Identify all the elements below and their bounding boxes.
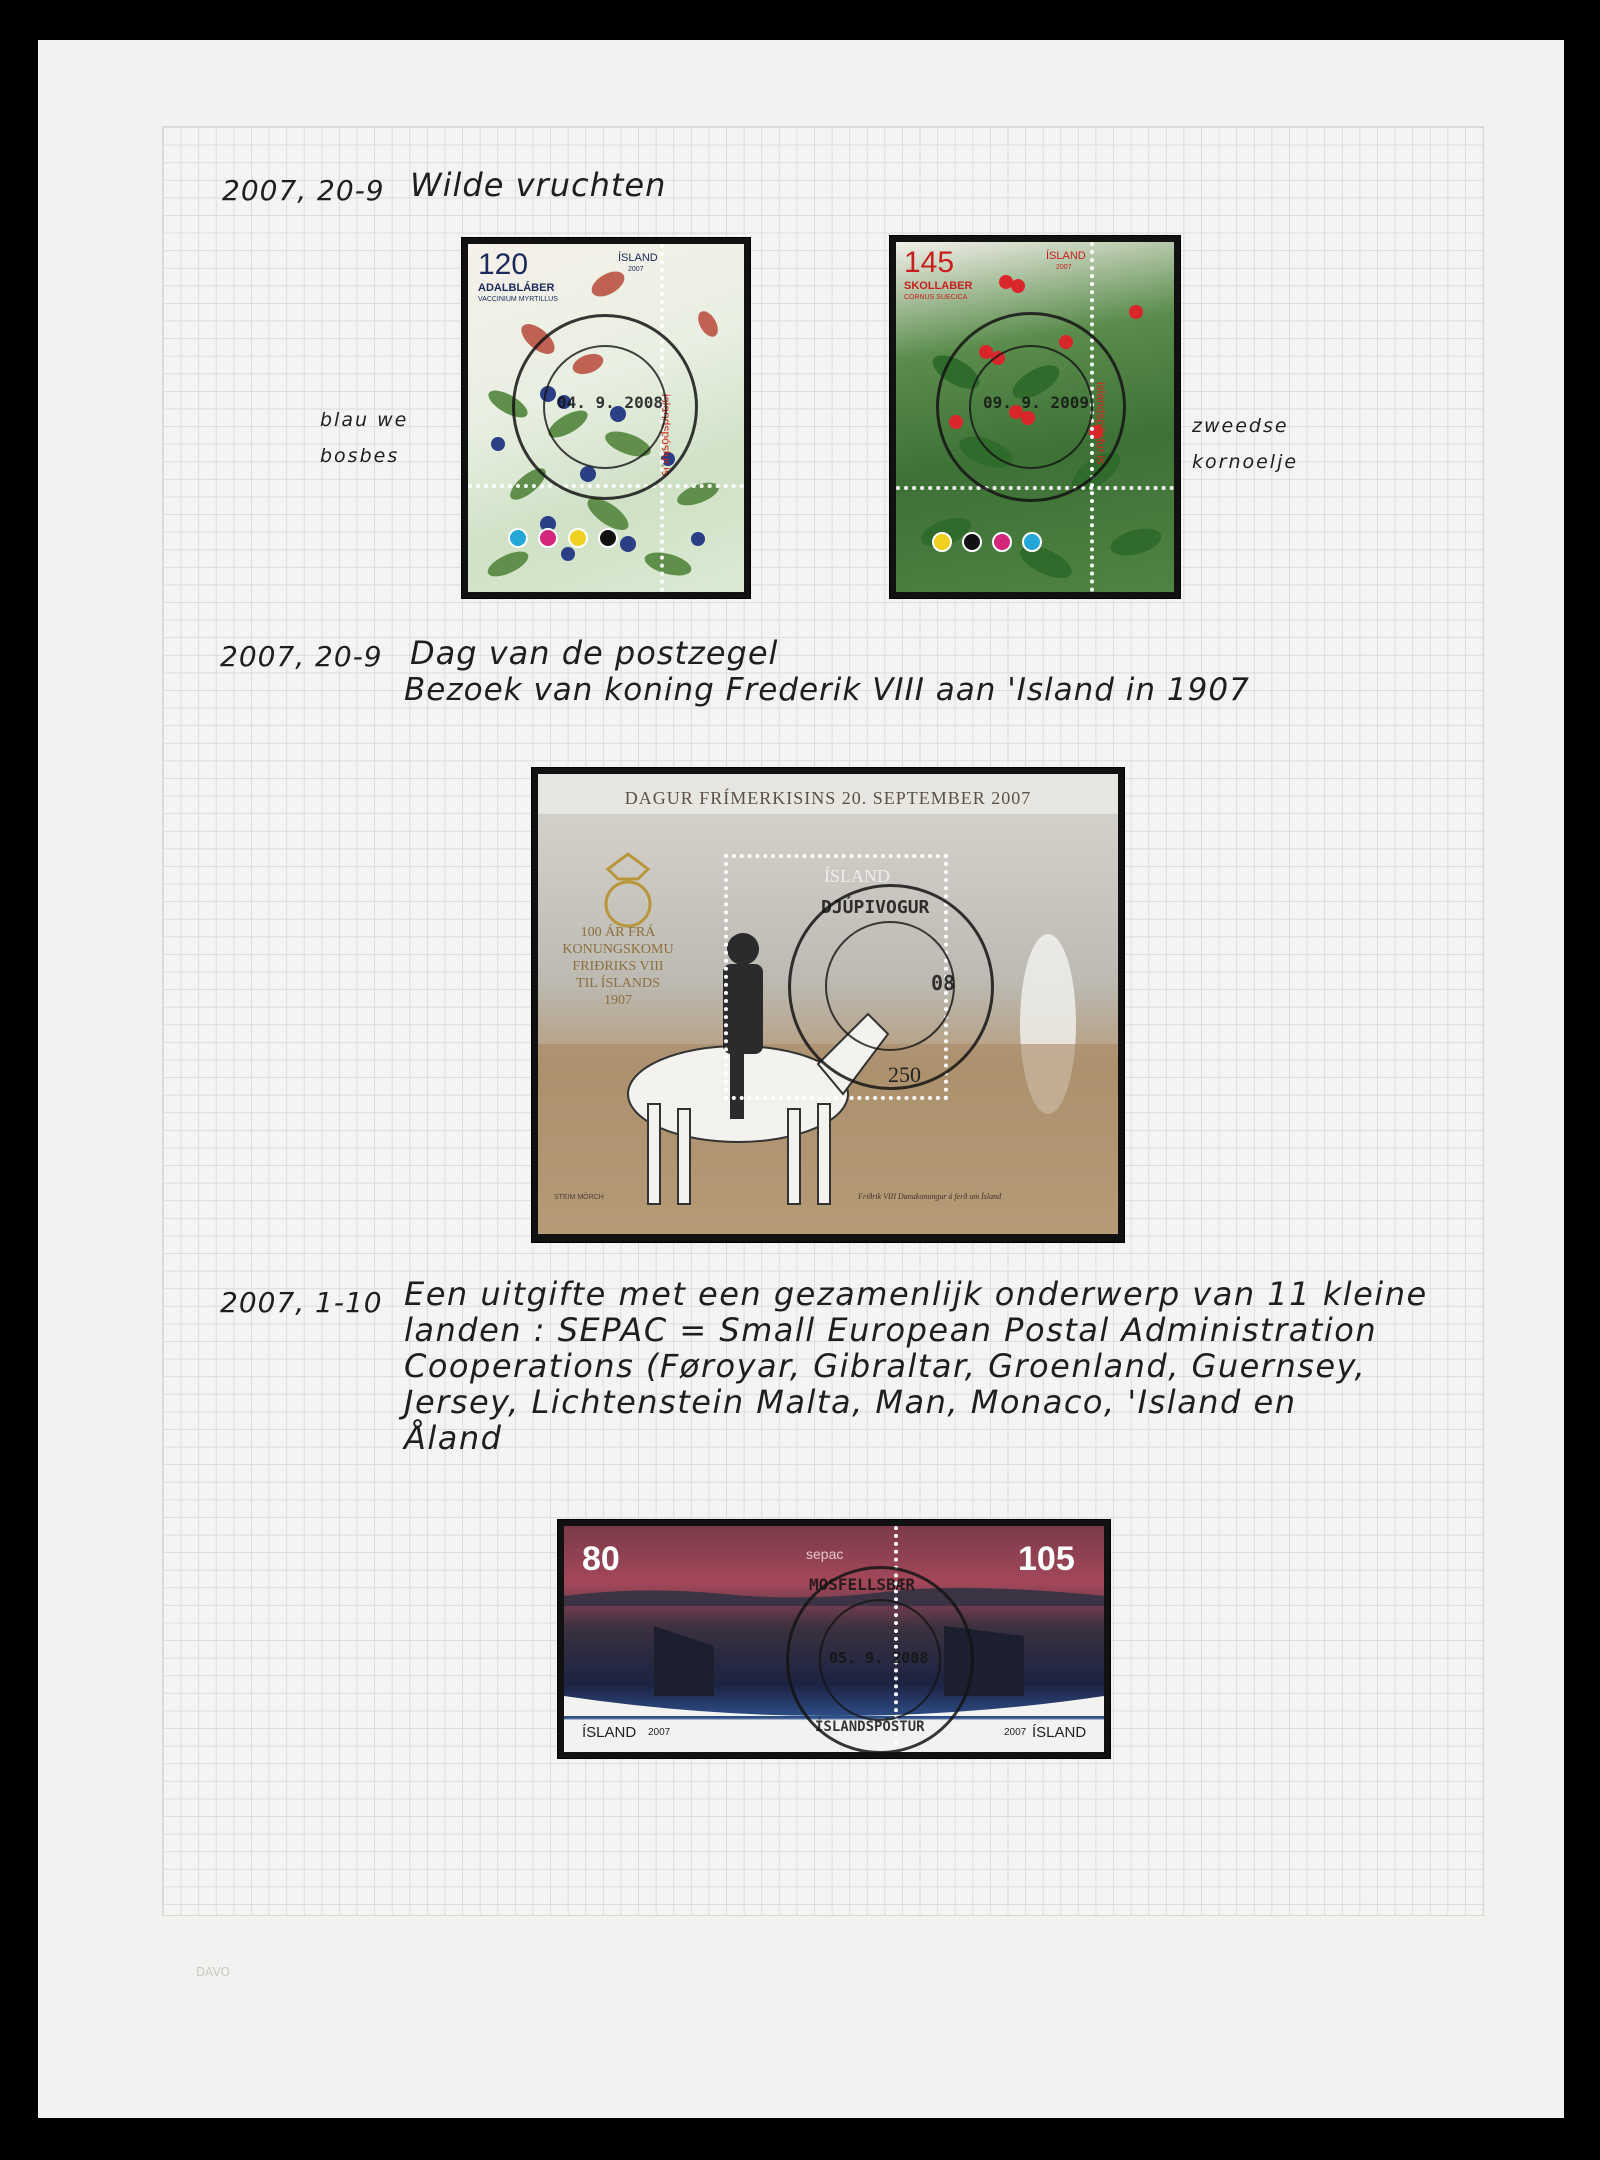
stamp-blueberry — [468, 244, 744, 592]
section3-date: 2007, 1-10 — [220, 1286, 383, 1319]
stamp-cornel-country: ÍSLAND — [1046, 250, 1086, 262]
sepac-year-left: 2007 — [648, 1727, 671, 1738]
section1-note-right: zweedse kornoelje — [1192, 415, 1299, 473]
postmark-date: 05. 9. 2008 — [829, 1649, 929, 1667]
section1-note-left: blau we bosbes — [320, 409, 409, 467]
section3-text: Een uitgifte met een gezamenlijk onderwerp van 11 kleine landen : SEPAC = Small European Postal Administration Cooperations (Føroyar, Gibraltar, Groenland, Guernsey, Jersey, Lichtenstein Malta, Man, Monaco, 'Island en Åland — [404, 1275, 1428, 1457]
album-page — [38, 40, 1564, 2118]
section2-title: Dag van de postzegel — [410, 634, 779, 672]
stamp-cornel-value: 145 — [904, 246, 955, 279]
souvenir-sheet — [538, 774, 1118, 1234]
registration-dot-cyan — [508, 528, 528, 548]
footer-mark: DAVO — [196, 1965, 230, 1979]
postmark-place: MOSFELLSBÆR — [809, 1575, 915, 1594]
sepac-stamp-pair — [564, 1526, 1104, 1752]
sepac-pair-mount — [558, 1520, 1110, 1758]
stamp-mount-blueberry — [462, 238, 750, 598]
registration-dot-magenta — [538, 528, 558, 548]
souvenir-sheet-value: 250 — [888, 1062, 921, 1087]
souvenir-sheet-left-text: 100 ÁR FRÁ KONUNGSKOMU FRIÐRIKS VIII TIL ÍSLANDS 1907 — [562, 925, 674, 1008]
souvenir-sheet-country: ÍSLAND — [824, 866, 890, 886]
section2-subtitle: Bezoek van koning Frederik VIII aan 'Island in 1907 — [404, 672, 1250, 708]
stamp-cornel-margin-text: islandspóstur.is — [1094, 382, 1108, 465]
section2-date: 2007, 20-9 — [220, 640, 383, 673]
sepac-value-right: 105 — [1018, 1540, 1075, 1578]
stamp-blueberry-country: ÍSLAND — [618, 252, 658, 264]
postmark — [788, 884, 994, 1090]
stamp-cornel-year: 2007 — [1056, 264, 1072, 271]
souvenir-sheet-mount — [532, 768, 1124, 1242]
souvenir-sheet-header: DAGUR FRÍMERKISINS 20. SEPTEMBER 2007 — [624, 788, 1032, 808]
registration-dot-yellow — [932, 532, 952, 552]
postmark-place: DJÚPIVOGUR — [821, 897, 930, 918]
postmark — [936, 312, 1126, 502]
postmark — [786, 1566, 974, 1752]
stamp-cornel-name: SKOLLABER — [904, 280, 973, 292]
sepac-country-right: ÍSLAND — [1032, 1724, 1087, 1741]
registration-dot-black — [598, 528, 618, 548]
stamp-blueberry-value: 120 — [478, 248, 529, 281]
stamp-blueberry-year: 2007 — [628, 266, 644, 273]
sepac-country-left: ÍSLAND — [582, 1724, 637, 1741]
section1-date: 2007, 20-9 — [222, 174, 385, 207]
sepac-value-left: 80 — [582, 1540, 620, 1578]
stamp-blueberry-latin: VACCINIUM MYRTILLUS — [478, 296, 558, 303]
postmark-date: 08 — [931, 971, 956, 995]
stamp-blueberry-margin-text: islandspóstur.is — [659, 394, 673, 477]
souvenir-sheet-caption: Friðrik VIII Danakonungur á ferð um Ísland — [858, 1192, 1002, 1201]
registration-dot-cyan — [1022, 532, 1042, 552]
stamp-cornel-latin: CORNUS SUECICA — [904, 294, 968, 301]
souvenir-sheet-designer: STEIM MÖRCH — [554, 1194, 604, 1201]
sepac-top-text: sepac — [806, 1546, 844, 1562]
stamp-mount-cornel — [890, 236, 1180, 598]
stamp-blueberry-name: ADALBLÁBER — [478, 282, 555, 294]
registration-dot-yellow — [568, 528, 588, 548]
postmark-bottom-text: ÍSLANDSPÓSTUR — [815, 1719, 925, 1735]
stamp-cornel — [896, 242, 1174, 592]
sepac-year-right: 2007 — [1004, 1727, 1027, 1738]
postmark-date: 04. 9. 2008 — [557, 393, 663, 412]
registration-dot-black — [962, 532, 982, 552]
postmark-date: 09. 9. 2009 — [983, 393, 1089, 412]
postmark — [512, 314, 698, 500]
registration-dot-magenta — [992, 532, 1012, 552]
section1-title: Wilde vruchten — [410, 166, 667, 204]
